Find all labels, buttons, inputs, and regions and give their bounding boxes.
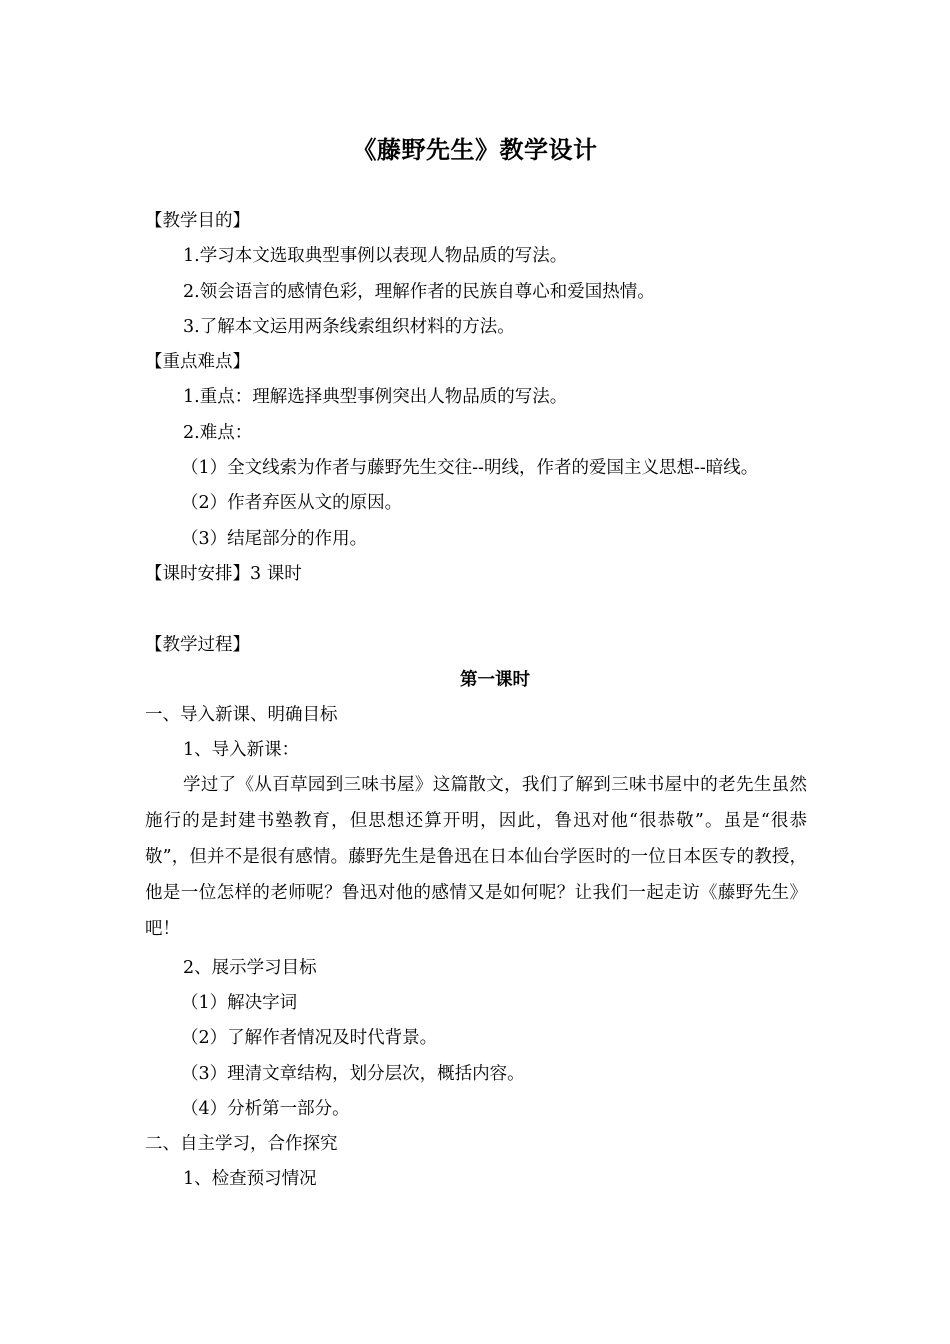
key-point-focus: 1.重点：理解选择典型事例突出人物品质的写法。 <box>183 387 568 407</box>
objective-item-3: 3.了解本文运用两条线索组织材料的方法。 <box>183 317 515 337</box>
document-title: 《藤野先生》教学设计 <box>352 135 598 164</box>
difficulty-item-2: （2）作者弃医从文的原因。 <box>181 493 403 513</box>
intro-paragraph: 学过了《从百草园到三味书屋》这篇散文，我们了解到三味书屋中的老先生虽然施行的是封建书塾教育，但思想还算开明，因此，鲁迅对他“很恭敬”。虽是“很恭敬”，但并不是很有感情。藤野先生是鲁迅在日本仙台学医时的一位日本医专的教授，他是一位怎样的老师呢？鲁迅对他的感情又是如何呢？让我们一起走访《藤野先生》吧！ <box>145 775 807 939</box>
lesson-title: 第一课时 <box>460 670 530 690</box>
difficulty-item-3: （3）结尾部分的作用。 <box>181 529 368 549</box>
intro-label: 1、导入新课： <box>183 740 300 760</box>
objective-item-2: 2.领会语言的感情色彩，理解作者的民族自尊心和爱国热情。 <box>183 282 655 302</box>
key-points-heading: 【重点难点】 <box>145 352 250 372</box>
objective-item-1: 1.学习本文选取典型事例以表现人物品质的写法。 <box>183 246 568 266</box>
schedule-line: 【课时安排】3 课时 <box>145 564 302 584</box>
goals-label: 2、展示学习目标 <box>183 958 317 978</box>
check-label: 1、检查预习情况 <box>183 1169 317 1189</box>
key-point-difficulty: 2.难点： <box>183 423 253 443</box>
difficulty-item-1: （1）全文线索为作者与藤野先生交往--明线，作者的爱国主义思想--暗线。 <box>181 458 759 478</box>
section-1-heading: 一、导入新课、明确目标 <box>145 705 338 725</box>
section-2-heading: 二、自主学习，合作探究 <box>145 1134 338 1154</box>
goal-item-4: （4）分析第一部分。 <box>181 1099 350 1119</box>
process-heading: 【教学过程】 <box>145 635 250 655</box>
objectives-heading: 【教学目的】 <box>145 211 250 231</box>
goal-item-1: （1）解决字词 <box>181 993 298 1013</box>
goal-item-2: （2）了解作者情况及时代背景。 <box>181 1028 438 1048</box>
goal-item-3: （3）理清文章结构，划分层次，概括内容。 <box>181 1064 525 1084</box>
